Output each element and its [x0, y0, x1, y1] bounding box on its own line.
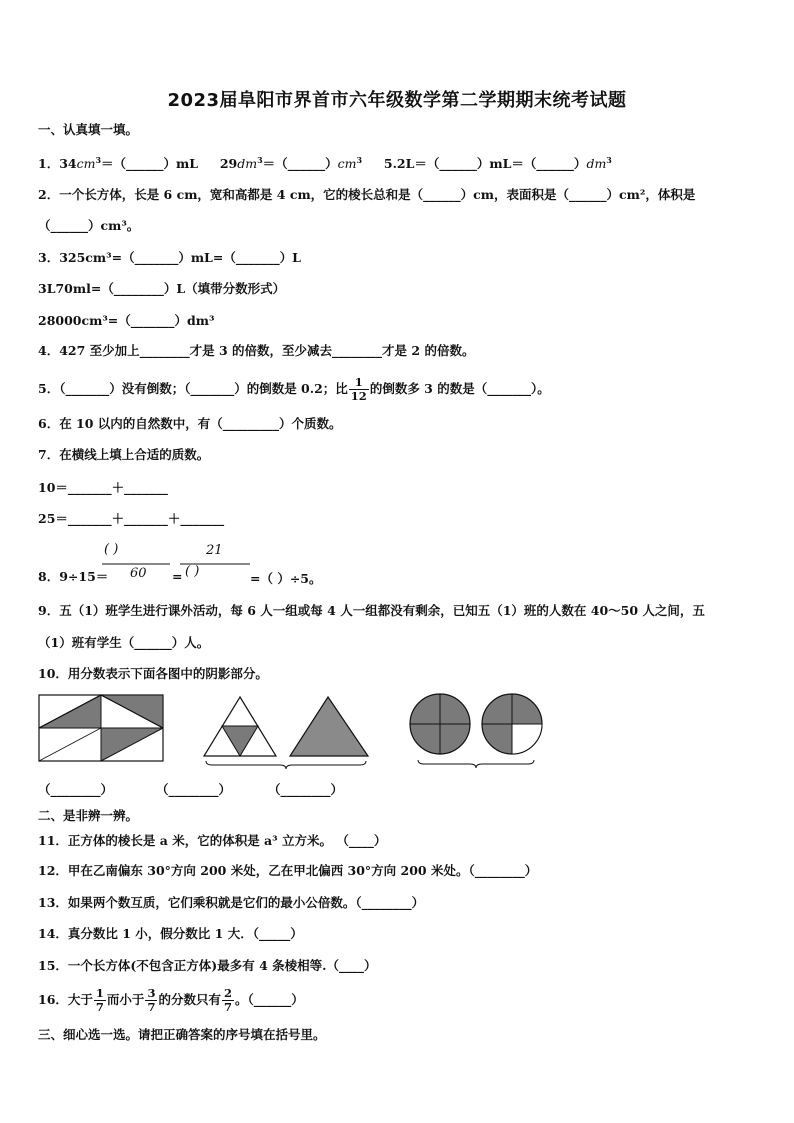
q8-numerator-2: 21 [206, 543, 223, 558]
section-3-heading: 三、细心选一选。请把正确答案的序号填在括号里。 [38, 1027, 326, 1042]
unit-cm: cm [76, 156, 96, 172]
question-3-line-1: 3．325cm³=（_______）mL=（_______）L [38, 250, 301, 265]
cube-sup: 3 [606, 155, 612, 165]
question-9-line-2: （1）班有学生（______）人。 [38, 635, 210, 650]
question-12: 12．甲在乙南偏东 30°方向 200 米处，乙在甲北偏西 30°方向 200 米处。（________） [38, 863, 538, 878]
triangles-figure [200, 694, 375, 770]
question-8: 8．9÷15＝ [38, 569, 109, 584]
fraction-numerator: 2 [223, 986, 232, 1000]
unit-dm: dm [586, 156, 607, 172]
question-15: 15．一个长方体(不包含正方体)最多有 4 条棱相等.（____） [38, 958, 377, 973]
q16-text-pre: 16．大于 [38, 992, 93, 1007]
q1-part-b: 29 [219, 156, 238, 172]
q1-part-c: 5.2L＝（______）mL＝（______） [383, 156, 587, 172]
q16-text-post: 。（______） [234, 992, 304, 1007]
q8-denominator-2: ( ) [185, 564, 200, 579]
q8-fraction-bars [100, 561, 260, 567]
fraction-3-7 [145, 987, 157, 1014]
q8-equals-2: =（ ）÷5。 [250, 571, 322, 586]
fraction-numerator: 1 [349, 376, 369, 390]
q1-part-b2: ＝（______） [262, 156, 338, 172]
question-4: 4．427 至少加上________才是 3 的倍数，至少减去________才是 2 的倍数。 [38, 343, 475, 358]
fraction-denominator: 7 [147, 1000, 156, 1014]
cube-sup: 3 [257, 155, 263, 165]
fraction-denominator: 12 [350, 389, 367, 403]
unit-dm: dm [237, 156, 258, 172]
q10-answer-2: （________） [156, 782, 232, 797]
q16-text-mid: 而小于 [106, 992, 145, 1007]
question-7-line-3: 25＝_______＋_______＋_______ [38, 511, 225, 526]
fraction-numerator: 1 [95, 986, 104, 1000]
q5-text-post: 的倒数多 3 的数是（_______）。 [369, 381, 550, 396]
q10-answer-3: （________） [268, 782, 344, 797]
q5-text-pre: 5．（_______）没有倒数；（_______）的倒数是 0.2；比 [38, 381, 348, 396]
question-6: 6．在 10 以内的自然数中，有（_________）个质数。 [38, 416, 342, 431]
cube-sup: 3 [95, 155, 102, 165]
fraction-1-12 [349, 376, 369, 403]
fraction-numerator: 3 [147, 986, 156, 1000]
question-13: 13．如果两个数互质，它们乘积就是它们的最小公倍数。（________） [38, 895, 425, 910]
page-title: 2023届阜阳市界首市六年级数学第二学期期末统考试题 [167, 90, 627, 111]
fraction-denominator: 7 [223, 1000, 232, 1014]
fraction-1-7 [94, 987, 106, 1014]
q1-part-a2: ＝（______）mL [101, 156, 199, 172]
q10-answer-1: （________） [38, 782, 114, 797]
question-3-line-2: 3L70ml=（________）L（填带分数形式） [38, 281, 286, 296]
question-2-line-2: （______）cm³。 [38, 218, 140, 233]
fraction-2-7 [222, 987, 234, 1014]
question-1 [38, 152, 612, 172]
question-16 [38, 985, 304, 1015]
section-1-heading: 一、认真填一填。 [38, 122, 139, 137]
question-7-line-2: 10＝_______＋_______ [38, 480, 168, 495]
question-2-line-1: 2．一个长方体，长是 6 cm，宽和高都是 4 cm，它的棱长总和是（______）cm，表面积是（______）cm²，体积是 [38, 187, 696, 202]
circles-figure [406, 690, 550, 772]
question-10: 10．用分数表示下面各图中的阴影部分。 [38, 666, 268, 681]
q16-text-mid2: 的分数只有 [158, 992, 221, 1007]
question-9-line-1: 9．五（1）班学生进行课外活动，每 6 人一组或每 4 人一组都没有剩余，已知五（1）班的人数在 40～50 人之间，五 [38, 603, 705, 618]
cube-sup: 3 [356, 155, 363, 165]
q8-equals-1: = [172, 569, 183, 584]
question-3-line-3: 28000cm³=（_______）dm³ [38, 313, 215, 328]
fraction-denominator: 7 [95, 1000, 104, 1014]
q8-denominator-1: 60 [130, 566, 147, 581]
question-14: 14．真分数比 1 小，假分数比 1 大．（_____） [38, 926, 303, 941]
q1-part-a: 1．34 [38, 156, 77, 172]
question-5 [38, 374, 550, 404]
question-7-line-1: 7．在横线上填上合适的质数。 [38, 447, 210, 462]
q8-numerator-1: ( ) [104, 542, 119, 557]
unit-cm: cm [337, 156, 357, 172]
section-2-heading: 二、是非辨一辨。 [38, 808, 139, 823]
question-11: 11．正方体的棱长是 a 米，它的体积是 a³ 立方米。 （____） [38, 833, 387, 848]
rectangle-figure [38, 694, 166, 764]
